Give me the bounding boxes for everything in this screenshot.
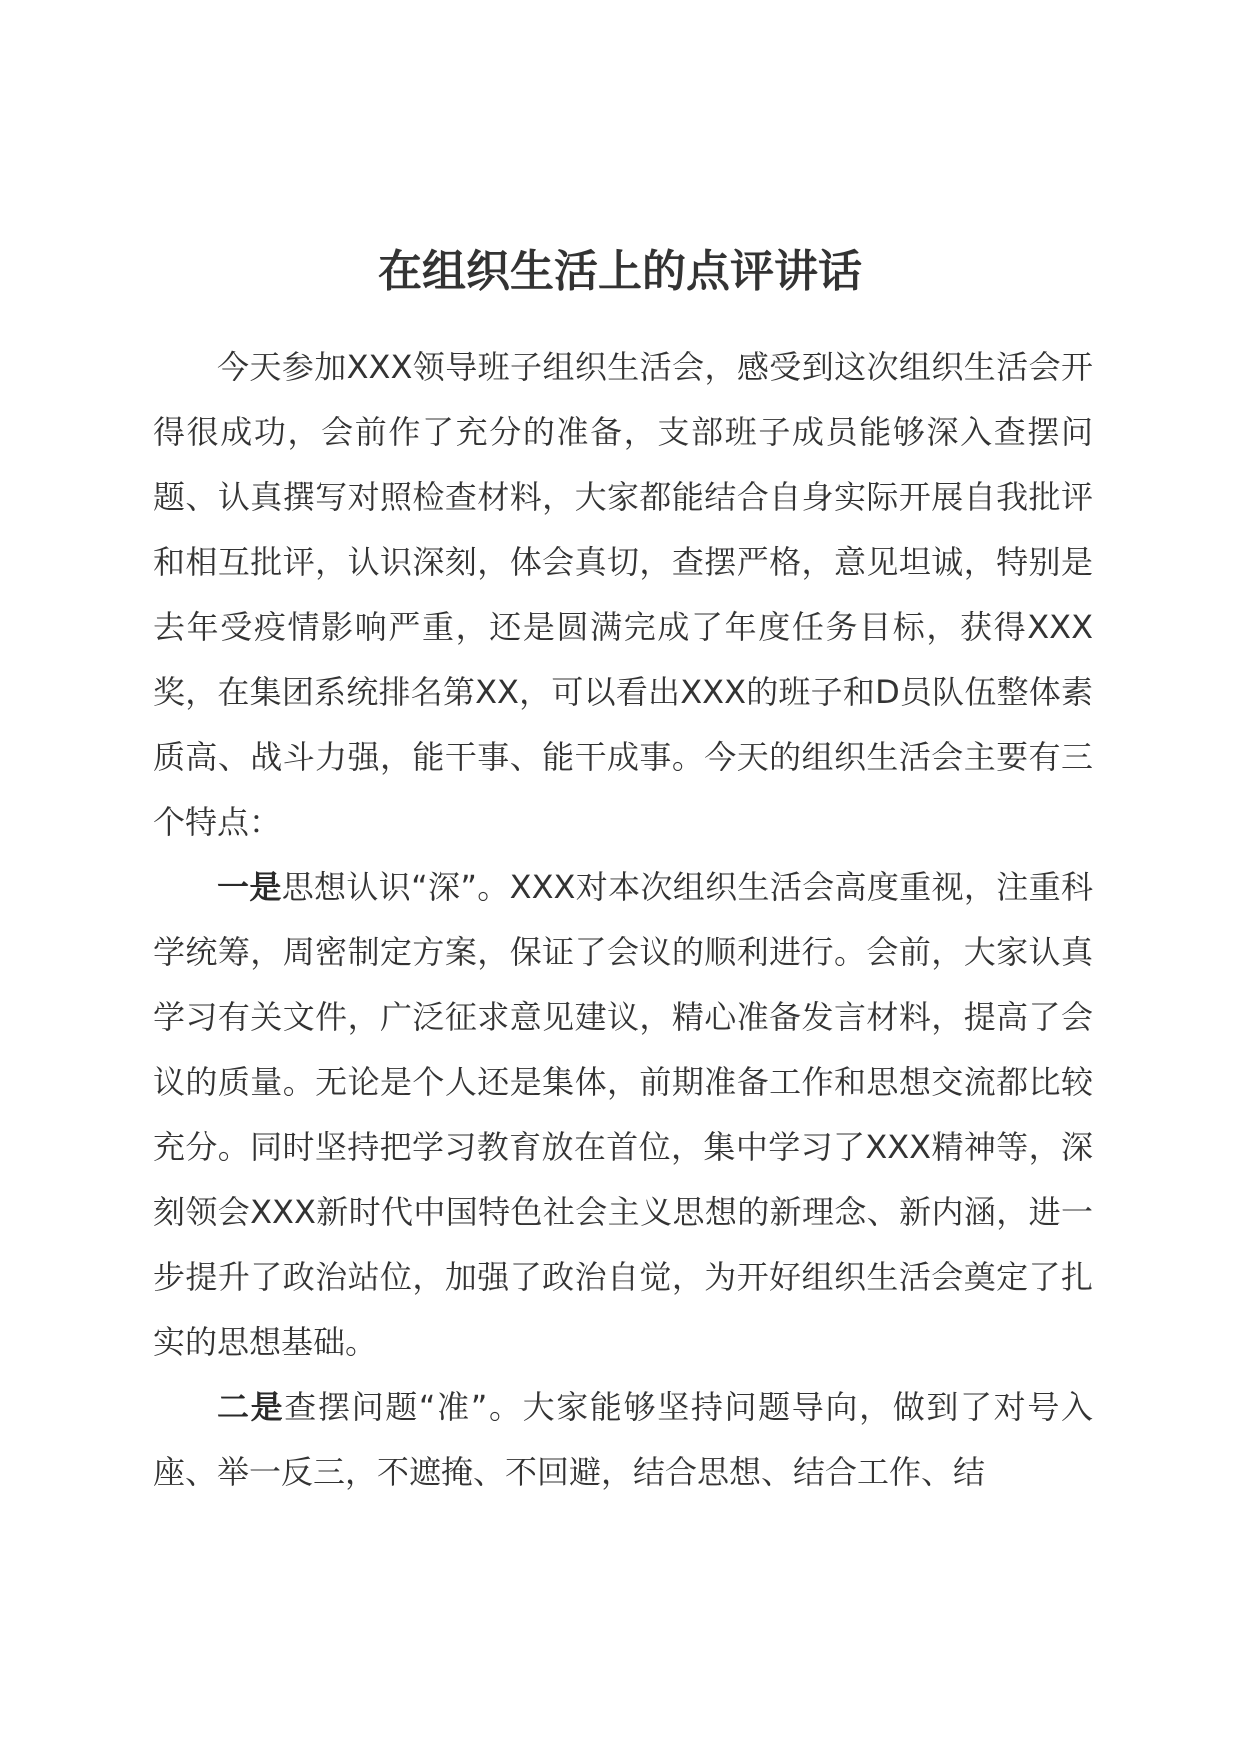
paragraph-intro — [153, 335, 1093, 855]
document-title: 在组织生活上的点评讲话 — [378, 246, 862, 297]
paragraph-point-two — [153, 1375, 1093, 1505]
document-body — [153, 335, 1093, 1505]
paragraph-text: 查摆问题“准”。大家能够坚持问题导向，做到了对号入座、举一反三，不遮掩、不回避，结合思想、结合工作、结 — [153, 1388, 1093, 1491]
paragraph-point-one — [153, 855, 1093, 1375]
paragraph-lead: 一是 — [217, 868, 282, 906]
paragraph-lead: 二是 — [217, 1388, 285, 1426]
paragraph-text: 思想认识“深”。XXX对本次组织生活会高度重视，注重科学统筹，周密制定方案，保证了会议的顺利进行。会前，大家认真学习有关文件，广泛征求意见建议，精心准备发言材料，提高了会议的质量。无论是个人还是集体，前期准备工作和思想交流都比较充分。同时坚持把学习教育放在首位，集中学习了XXX精神等，深刻领会XXX新时代中国特色社会主义思想的新理念、新内涵，进一步提升了政治站位，加强了政治自觉，为开好组织生活会奠定了扎实的思想基础。 — [153, 868, 1093, 1361]
paragraph-text: 今天参加XXX领导班子组织生活会，感受到这次组织生活会开得很成功，会前作了充分的准备，支部班子成员能够深入查摆问题、认真撰写对照检查材料，大家都能结合自身实际开展自我批评和相互批评，认识深刻，体会真切，查摆严格，意见坦诚，特别是去年受疫情影响严重，还是圆满完成了年度任务目标，获得XXX奖，在集团系统排名第XX，可以看出XXX的班子和D员队伍整体素质高、战斗力强，能干事、能干成事。今天的组织生活会主要有三个特点： — [153, 348, 1093, 841]
